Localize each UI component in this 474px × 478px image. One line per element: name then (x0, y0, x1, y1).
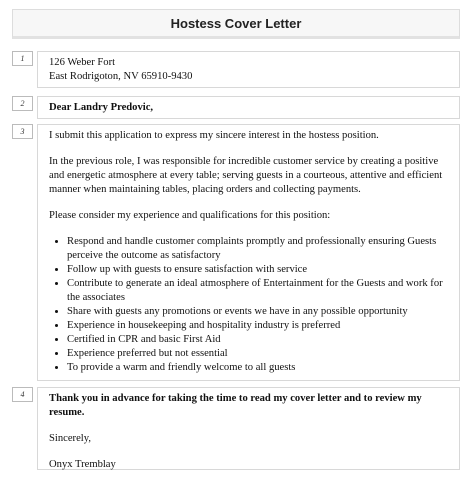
section-number: 2 (12, 96, 33, 111)
section-number: 1 (12, 51, 33, 66)
list-item: • Experience preferred but not essential (67, 347, 449, 361)
salutation-box (37, 96, 460, 119)
body-box (37, 124, 460, 381)
list-item: • Respond and handle customer complaints promptly and professionally ensuring Guests perceive the outcome as satisfactory (67, 235, 449, 263)
list-item: • To provide a warm and friendly welcome to all guests (67, 361, 449, 375)
list-item: • Certified in CPR and basic First Aid (67, 333, 449, 347)
section-number: 4 (12, 387, 33, 402)
thanks-paragraph: Thank you in advance for taking the time to read my cover letter and to review my resume. (49, 393, 422, 418)
list-item: • Contribute to generate an ideal atmosphere of Entertainment for the Guests and work for the associates (67, 277, 449, 305)
signature: Onyx Tremblay (49, 459, 116, 470)
list-item: • Share with guests any promotions or events we have in any possible opportunity (67, 305, 449, 319)
salutation: Dear Landry Predovic, (49, 102, 154, 113)
section-number: 3 (12, 124, 33, 139)
closing: Sincerely, (49, 433, 91, 444)
address-line-1: 126 Weber Fort (49, 57, 116, 68)
address-box (37, 51, 460, 88)
list-item: • Follow up with guests to ensure satisfaction with service (67, 263, 449, 277)
address-line-2: East Rodrigoton, NV 65910-9430 (49, 71, 193, 82)
consider-paragraph: Please consider my experience and qualifications for this position: (49, 210, 331, 221)
previous-role-paragraph: In the previous role, I was responsible for incredible customer service by creating a positive and energetic atmosphere at every table; serving guests in a courteous, attentive and efficient manner when maintaining tables, placing orders and collecting payments. (49, 156, 443, 195)
page-title: Hostess Cover Letter (12, 9, 460, 39)
intro-paragraph: I submit this application to express my sincere interest in the hostess position. (49, 130, 379, 141)
list-item: • Experience in housekeeping and hospitality industry is preferred (67, 319, 449, 333)
closing-box (37, 387, 460, 470)
qualifications-list (49, 235, 449, 375)
